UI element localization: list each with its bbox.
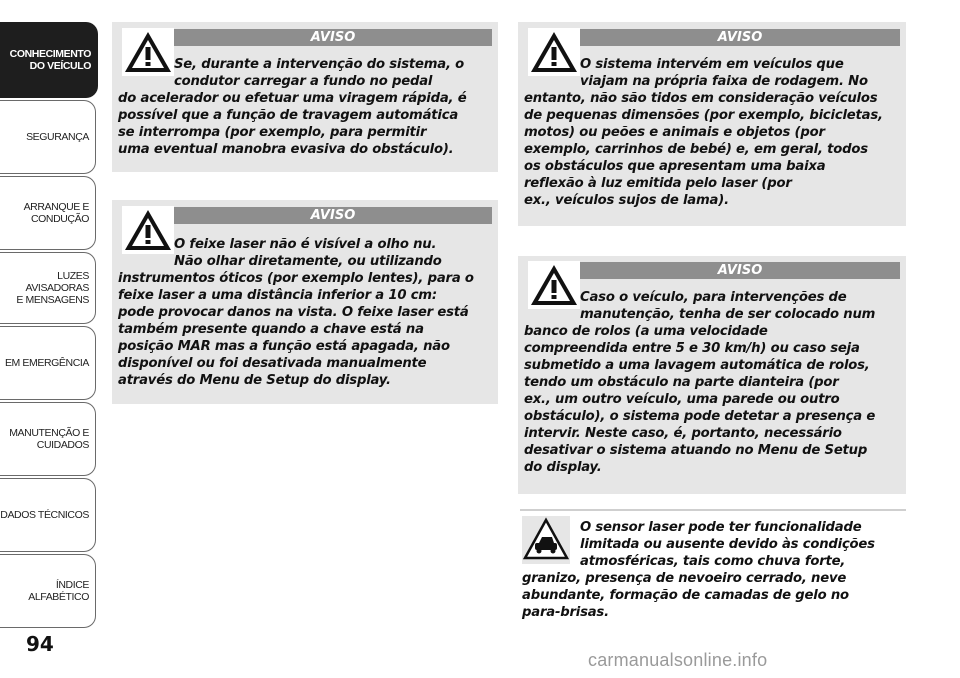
warning-box [112,22,498,172]
tab-label: SEGURANÇA [26,131,89,143]
tab-label: LUZES AVISADORAS E MENSAGENS [16,270,89,306]
tab-dados-tecnicos[interactable] [0,478,96,552]
watermark: carmanualsonline.info [588,650,768,670]
tab-luzes-avisadoras[interactable] [0,252,96,324]
note-separator [520,509,906,511]
warning-box [518,22,906,226]
warning-body-text: instrumentos óticos (por exemplo lentes), para o feixe laser a uma distância inferior a 10 cm: pode provocar danos na vista. O feixe laser está também presente quando a chave está na posição MAR mas a função está apagada, não disponível ou foi desativada manualmente através do Menu de Setup do display. [118,271,474,388]
warning-title: AVISO [580,262,900,279]
warning-lead-text: O sistema intervém em veículos que viajam na própria faixa de rodagem. No [580,57,868,89]
warning-body-text: do acelerador ou efetuar uma viragem rápida, é possível que a função de travagem automática se interrompa (por exemplo, para permitir uma eventual manobra evasiva do obstáculo). [118,91,467,157]
warning-lead-text: Caso o veículo, para intervenções de manutenção, tenha de ser colocado num [580,290,876,322]
warning-triangle-icon [528,28,580,76]
warning-lead-text: O feixe laser não é visível a olho nu. Não olhar diretamente, ou utilizando [174,237,442,269]
tab-indice-alfabetico[interactable] [0,554,96,628]
page-number: 94 [26,632,54,656]
warning-triangle-icon [122,28,174,76]
tab-label: MANUTENÇÃO E CUIDADOS [9,427,89,451]
note-lead-text: O sensor laser pode ter funcionalidade limitada ou ausente devido às condições atmosféricas, tais como chuva forte, [580,520,875,569]
warning-triangle-icon [528,261,580,309]
tab-conhecimento-do-veiculo[interactable] [0,22,98,98]
tab-em-emergencia[interactable] [0,326,96,400]
warning-body-text: banco de rolos (a uma velocidade compreendida entre 5 e 30 km/h) ou caso seja submetido a uma lavagem automática de rolos, tendo um obstáculo na parte dianteira (por ex., um outro veículo, uma parede ou outro obstáculo), o sistema pode detetar a presença e intervir. Neste caso, é, portanto, necessário desativar o sistema atuando no Menu de Setup do display. [524,324,876,475]
warning-title: AVISO [580,29,900,46]
warning-lead-text: Se, durante a intervenção do sistema, o condutor carregar a fundo no pedal [174,57,465,89]
tab-arranque-e-conducao[interactable] [0,176,96,250]
note-body-text: granizo, presença de nevoeiro cerrado, neve abundante, formação de camadas de gelo no para-brisas. [522,571,849,620]
tab-label: EM EMERGÊNCIA [4,357,89,369]
road-hazard-car-icon [522,516,570,564]
warning-triangle-icon [122,206,174,254]
tab-label: CONHECIMENTO DO VEÍCULO [9,48,91,72]
warning-title: AVISO [174,29,492,46]
tab-manutencao-e-cuidados[interactable] [0,402,96,476]
tab-label: DADOS TÉCNICOS [0,509,89,521]
warning-box [112,200,498,404]
tab-seguranca[interactable] [0,100,96,174]
warning-body-text: entanto, não são tidos em consideração veículos de pequenas dimensões (por exemplo, bicicletas, motos) ou peões e animais e objetos (por exemplo, carrinhos de bebé) e, em geral, todos os obstáculos que apresentam uma baixa reflexão à luz emitida pelo laser (por ex., veículos sujos de lama). [524,91,883,208]
tab-label: ARRANQUE E CONDUÇÃO [23,201,89,225]
sidebar-nav [0,0,100,678]
tab-label: ÍNDICE ALFABÉTICO [28,579,89,603]
warning-title: AVISO [174,207,492,224]
warning-box [518,256,906,494]
